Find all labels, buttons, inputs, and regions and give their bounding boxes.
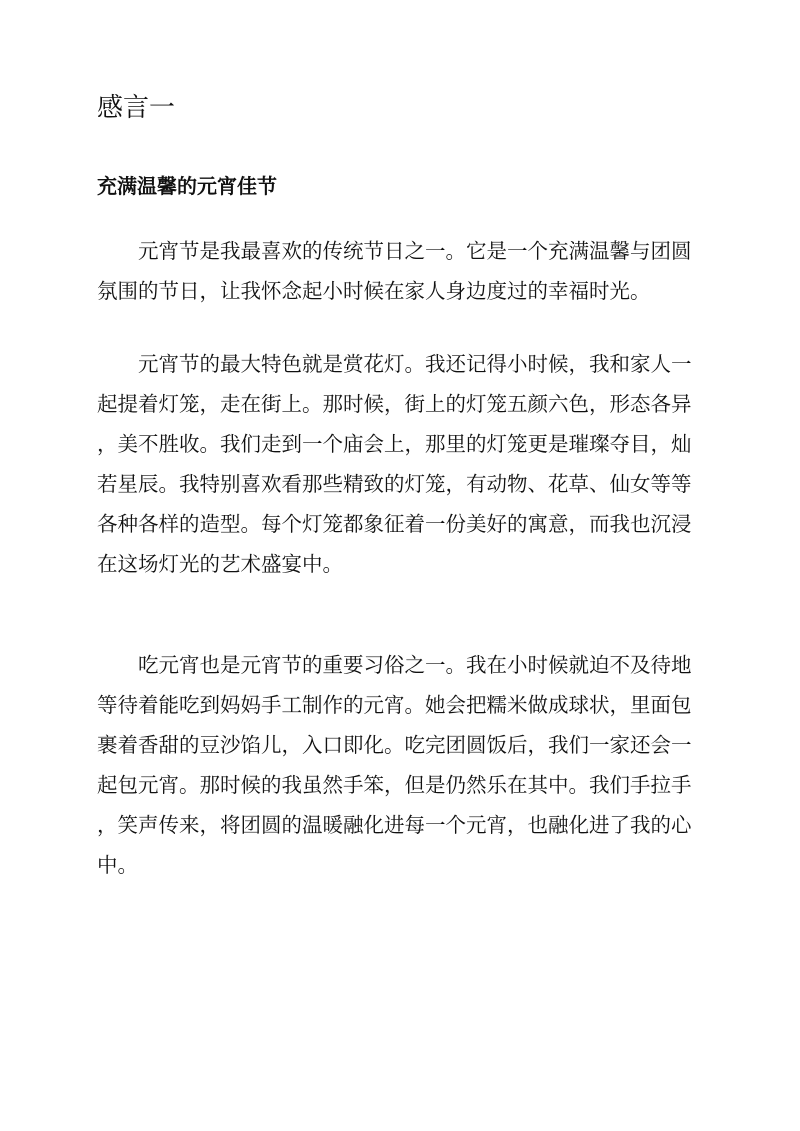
paragraph-line: 吃元宵也是元宵节的重要习俗之一。我在小时候就迫不及待地 [138,653,692,677]
paragraph-line: 裹着香甜的豆沙馅儿，入口即化。吃完团圆饭后，我们一家还会一 [97,733,692,757]
paragraph-1 [97,231,703,311]
paragraph-line: 各种各样的造型。每个灯笼都象征着一份美好的寓意，而我也沉浸 [97,512,692,536]
page-title: 感言一 [97,93,176,123]
paragraph-line: 氛围的节日，让我怀念起小时候在家人身边度过的幸福时光。 [97,279,651,303]
paragraph-3 [97,645,703,885]
paragraph-line: ，笑声传来，将团圆的温暖融化进每一个元宵，也融化进了我的心 [97,813,692,837]
paragraph-line: 若星辰。我特别喜欢看那些精致的灯笼，有动物、花草、仙女等等 [97,472,692,496]
paragraph-line: 等待着能吃到妈妈手工制作的元宵。她会把糯米做成球状，里面包 [97,693,692,717]
paragraph-line: ，美不胜收。我们走到一个庙会上，那里的灯笼更是璀璨夺目，灿 [97,432,692,456]
paragraph-line: 元宵节是我最喜欢的传统节日之一。它是一个充满温馨与团圆 [138,239,692,263]
paragraph-line: 起提着灯笼，走在街上。那时候，街上的灯笼五颜六色，形态各异 [97,392,692,416]
paragraph-line: 在这场灯光的艺术盛宴中。 [97,552,343,576]
section-subtitle: 充满温馨的元宵佳节 [97,174,277,198]
paragraph-line: 起包元宵。那时候的我虽然手笨，但是仍然乐在其中。我们手拉手 [97,773,692,797]
paragraph-2 [97,344,703,584]
paragraph-line: 元宵节的最大特色就是赏花灯。我还记得小时候，我和家人一 [138,352,692,376]
paragraph-line: 中。 [97,853,138,877]
